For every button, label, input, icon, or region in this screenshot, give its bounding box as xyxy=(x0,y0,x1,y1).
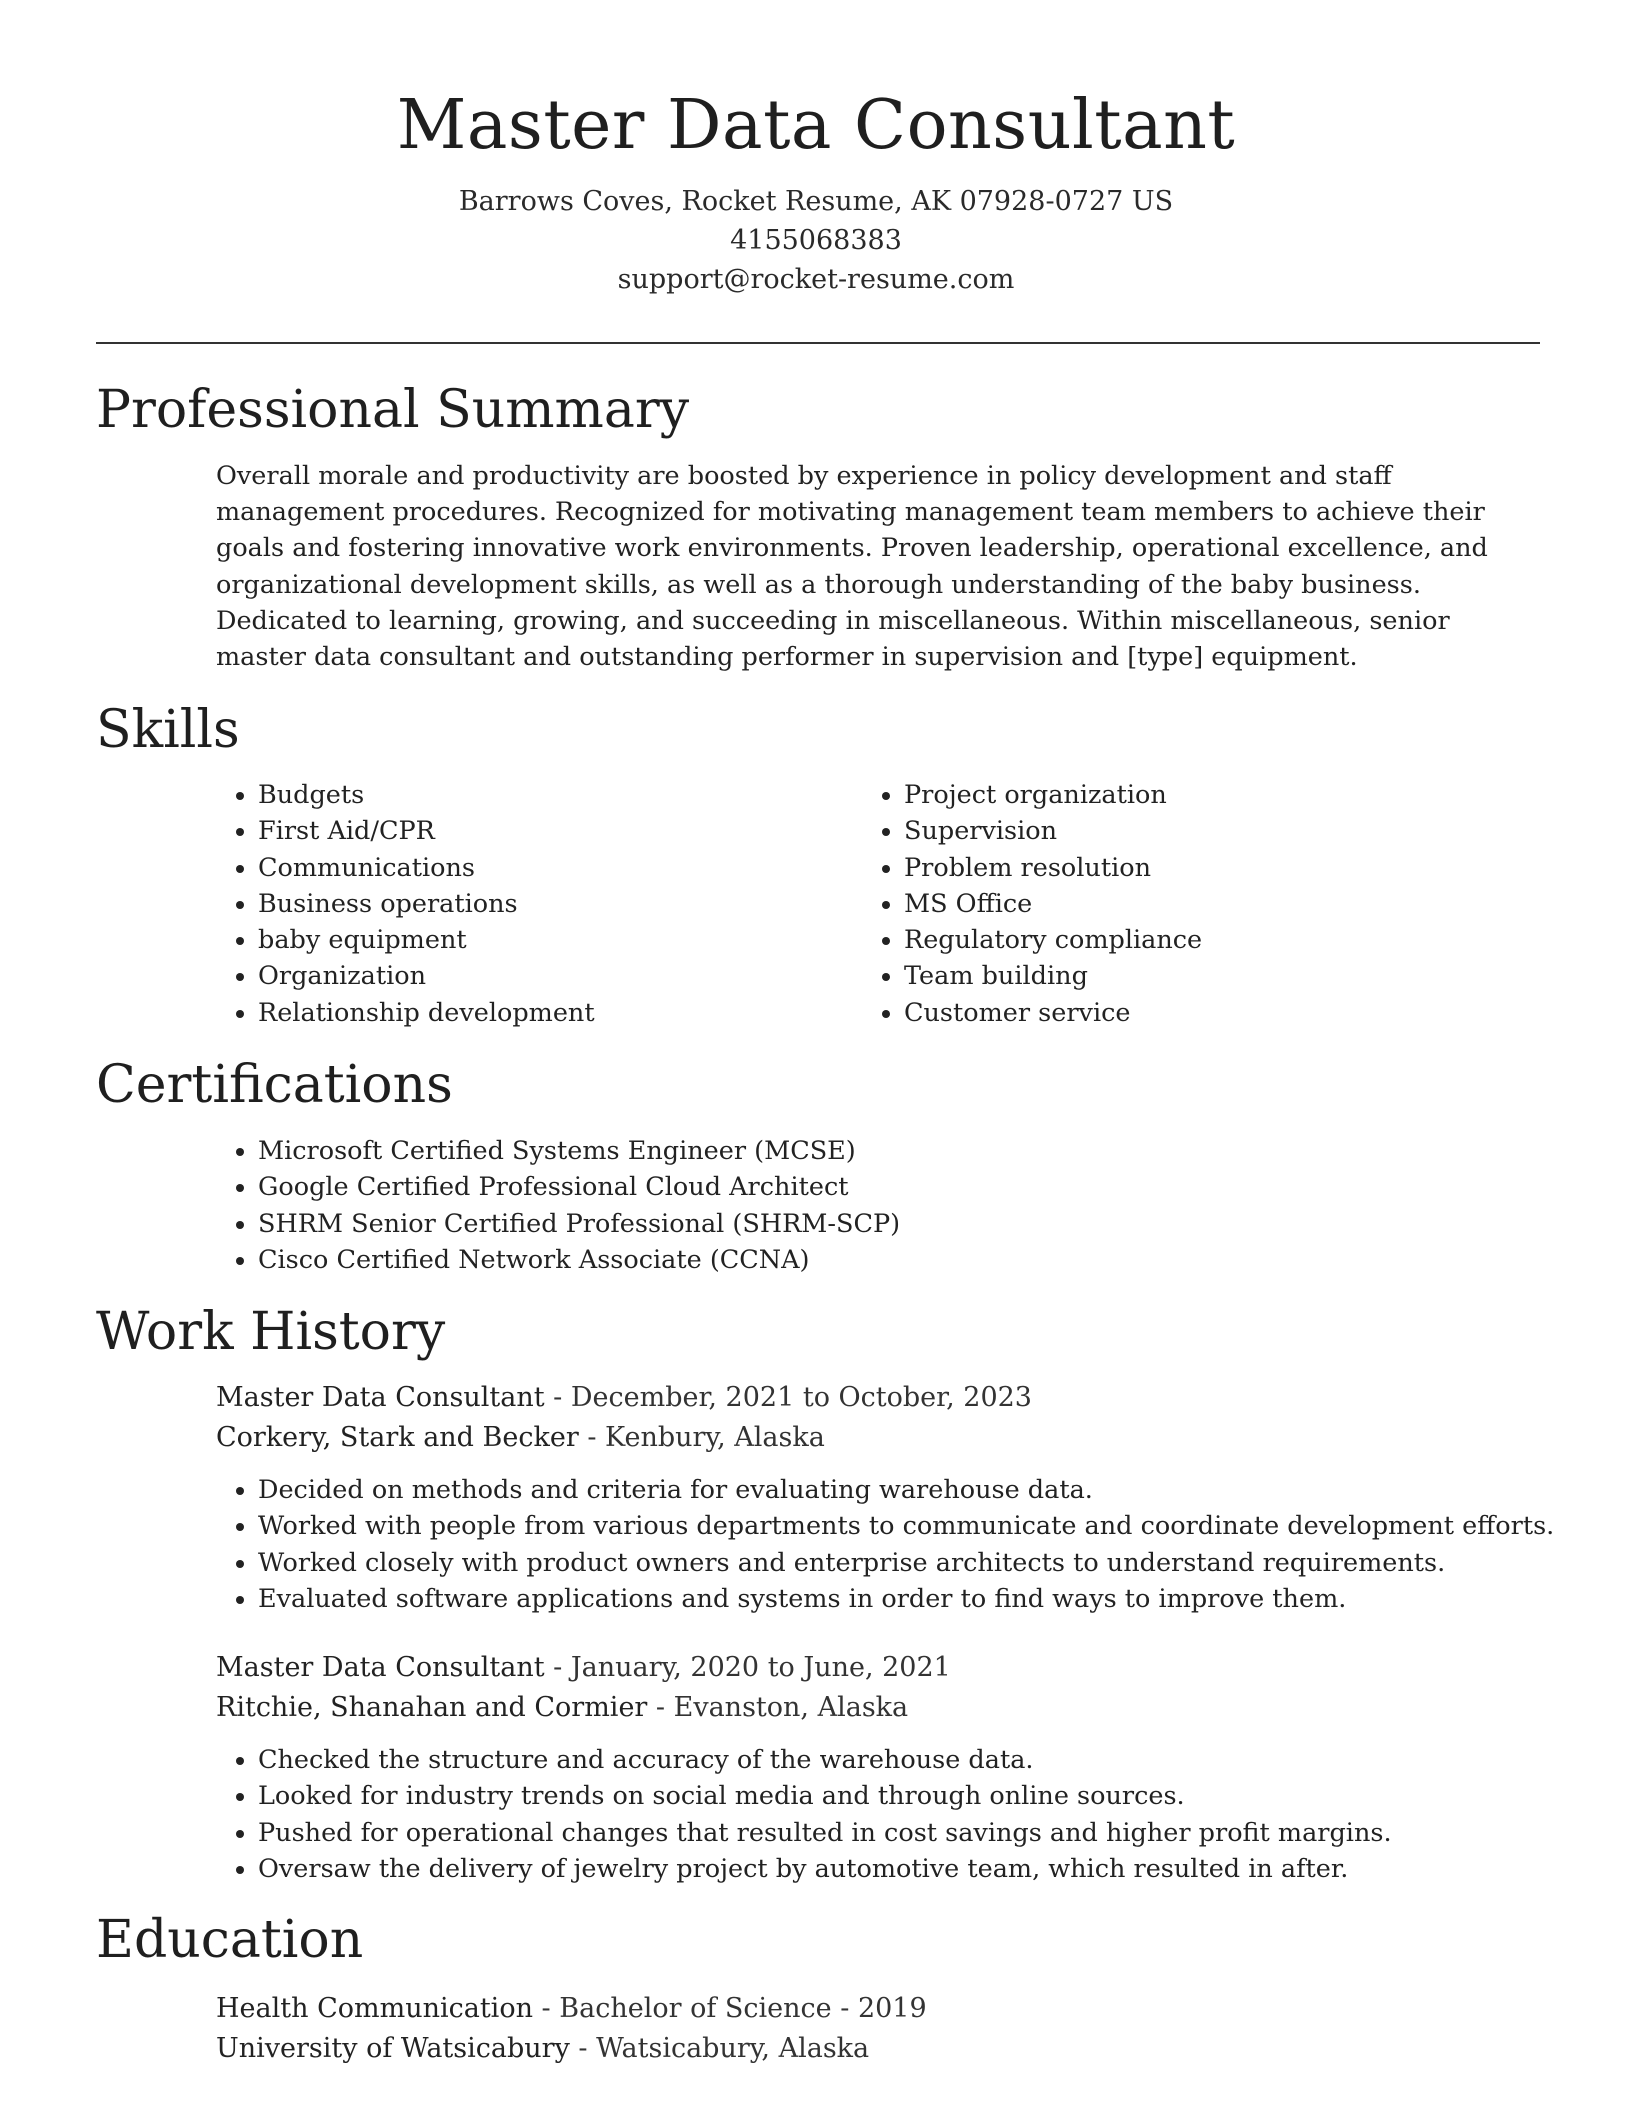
job-duty: • Worked closely with product owners and enterprise architects to understand requirements. xyxy=(258,1545,1554,1581)
header-divider xyxy=(96,342,1540,344)
skills-column-right xyxy=(860,777,1202,1031)
job-dates: December, 2021 to October, 2023 xyxy=(570,1382,1032,1413)
job-company-line xyxy=(216,1418,1032,1458)
skill-item: • Project organization xyxy=(904,777,1202,813)
certification-item: • Microsoft Certified Systems Engineer (MCSE) xyxy=(258,1133,900,1169)
separator: - xyxy=(647,1692,674,1723)
job-duty: • Worked with people from various departments to communicate and coordinate development efforts. xyxy=(258,1508,1554,1544)
email: support@rocket-resume.com xyxy=(617,264,1015,295)
job-company-line xyxy=(216,1688,951,1728)
contact-block xyxy=(0,182,1632,299)
job-company: Ritchie, Shanahan and Cormier xyxy=(216,1692,648,1723)
skill-item: • MS Office xyxy=(904,886,1202,922)
job-duty: • Evaluated software applications and systems in order to find ways to improve them. xyxy=(258,1581,1554,1617)
job-location: Evanston, Alaska xyxy=(673,1692,909,1723)
skill-item: • Business operations xyxy=(258,886,595,922)
summary-heading: Professional Summary xyxy=(96,380,690,440)
education-year: 2019 xyxy=(857,1993,927,2024)
skill-item: • Customer service xyxy=(904,995,1202,1031)
skill-item: • Supervision xyxy=(904,813,1202,849)
job-duties-list xyxy=(214,1472,1554,1617)
job-duty: • Decided on methods and criteria for evaluating warehouse data. xyxy=(258,1472,1554,1508)
skill-item: • First Aid/CPR xyxy=(258,813,595,849)
skills-list-right xyxy=(860,777,1202,1031)
job-dates: January, 2020 to June, 2021 xyxy=(570,1652,951,1683)
phone: 4155068383 xyxy=(730,225,902,256)
job-location: Kenbury, Alaska xyxy=(605,1422,825,1453)
separator: - xyxy=(578,1422,606,1453)
education-heading: Education xyxy=(96,1910,364,1970)
job-title: Master Data Consultant xyxy=(216,1652,545,1683)
education-field: Health Communication xyxy=(216,1993,533,2024)
education-degree: Bachelor of Science xyxy=(559,1993,832,2024)
summary-section xyxy=(216,458,1536,675)
certifications-section xyxy=(214,1133,900,1278)
skills-list-left xyxy=(214,777,595,1031)
education-degree-line xyxy=(216,1989,927,2029)
job-title-line xyxy=(216,1648,951,1688)
certification-item: • Google Certified Professional Cloud Architect xyxy=(258,1169,900,1205)
job-entry xyxy=(216,1648,951,1728)
candidate-name: Master Data Consultant xyxy=(396,86,1236,165)
job-duties-list xyxy=(214,1742,1392,1887)
job-title: Master Data Consultant xyxy=(216,1382,545,1413)
skill-item: • Communications xyxy=(258,850,595,886)
skills-heading: Skills xyxy=(96,700,240,760)
skill-item: • Organization xyxy=(258,958,595,994)
skills-column-left xyxy=(214,777,595,1031)
education-entry xyxy=(216,1989,927,2069)
job-duty: • Looked for industry trends on social media and through online sources. xyxy=(258,1778,1392,1814)
job-bullets xyxy=(214,1472,1554,1617)
skill-item: • Problem resolution xyxy=(904,850,1202,886)
job-duty: • Oversaw the delivery of jewelry project by automotive team, which resulted in after. xyxy=(258,1851,1392,1887)
job-duty: • Pushed for operational changes that resulted in cost savings and higher profit margins. xyxy=(258,1815,1392,1851)
job-entry xyxy=(216,1378,1032,1458)
separator: - xyxy=(831,1993,858,2024)
skill-item: • Budgets xyxy=(258,777,595,813)
separator: - xyxy=(544,1652,571,1683)
job-company: Corkery, Stark and Becker xyxy=(216,1422,579,1453)
job-title-line xyxy=(216,1378,1032,1418)
work-history-heading: Work History xyxy=(96,1302,446,1362)
job-bullets xyxy=(214,1742,1392,1887)
skill-item: • Relationship development xyxy=(258,995,595,1031)
education-school-line xyxy=(216,2029,927,2069)
certification-item: • SHRM Senior Certified Professional (SHRM-SCP) xyxy=(258,1206,900,1242)
separator: - xyxy=(569,2033,597,2064)
skill-item: • baby equipment xyxy=(258,922,595,958)
summary-text: Overall morale and productivity are boosted by experience in policy development and staff management procedures. Recognized for motivating management team members to achieve their goals and fostering innovative work environments. Proven leadership, operational excellence, and organizational development skills, as well as a thorough understanding of the baby business. Dedicated to learning, growing, and succeeding in miscellaneous. Within miscellaneous, senior master data consultant and outstanding performer in supervision and [type] equipment. xyxy=(216,461,1488,673)
certification-item: • Cisco Certified Network Associate (CCNA) xyxy=(258,1242,900,1278)
skill-item: • Team building xyxy=(904,958,1202,994)
separator: - xyxy=(544,1382,571,1413)
separator: - xyxy=(532,1993,560,2024)
job-duty: • Checked the structure and accuracy of the warehouse data. xyxy=(258,1742,1392,1778)
certifications-list xyxy=(214,1133,900,1278)
certifications-heading: Certifications xyxy=(96,1055,453,1115)
skill-item: • Regulatory compliance xyxy=(904,922,1202,958)
education-school: University of Watsicabury xyxy=(216,2033,570,2064)
resume-header xyxy=(0,0,1632,299)
address: Barrows Coves, Rocket Resume, AK 07928-0727 US xyxy=(458,186,1174,217)
education-location: Watsicabury, Alaska xyxy=(596,2033,870,2064)
